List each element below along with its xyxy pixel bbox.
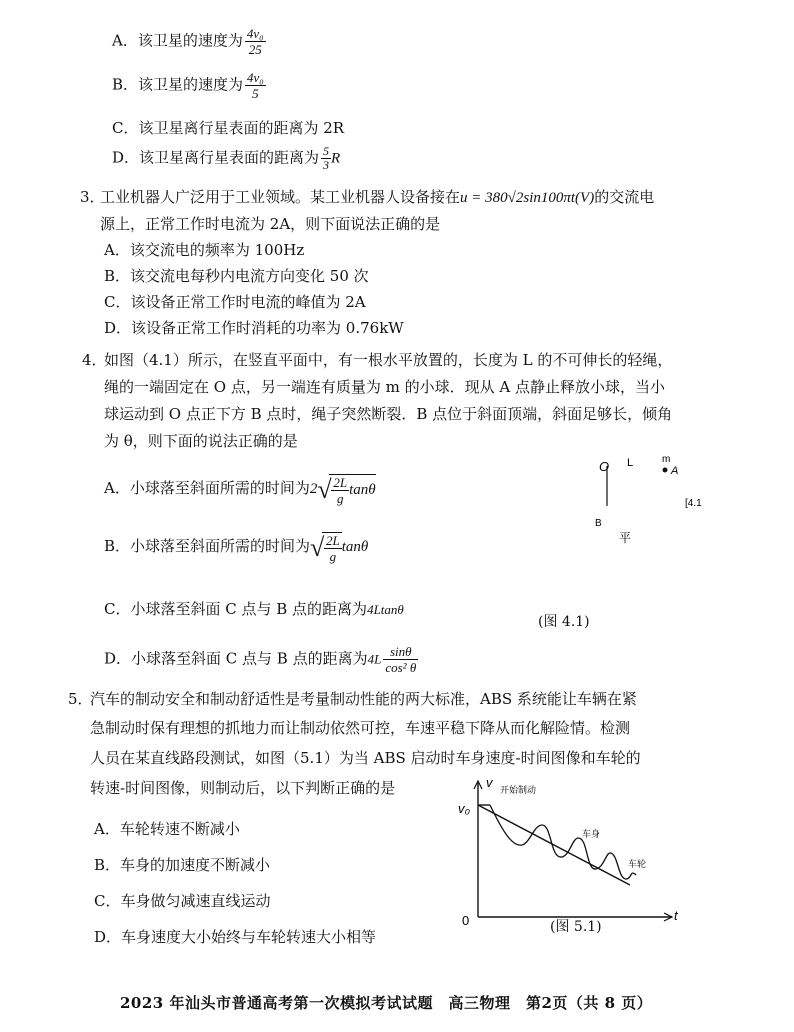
x-axis-label: t [674, 908, 678, 923]
q4-option-a-tail: tanθ [349, 481, 376, 498]
fig-label-b: B [595, 518, 602, 529]
y-axis-label: v [486, 775, 493, 790]
q3-option-d: D．该设备正常工作时消耗的功率为 0.76kW [104, 319, 404, 337]
fraction-denominator: g [329, 549, 337, 564]
q4-stem-line4: 为 θ，则下面的说法正确的是 [104, 432, 298, 450]
sqrt-sign: √ $\frac{2L}{g}$ [310, 533, 340, 564]
q4-option-b-text: B．小球落至斜面所需的时间为 [104, 537, 311, 555]
q2-option-a-fraction [245, 26, 266, 57]
q4-number: 4． [82, 351, 107, 369]
car-body-label: 车身 [582, 829, 601, 839]
q2-option-c: C．该卫星离行星表面的距离为 2R [112, 119, 345, 137]
q5-stem-line2: 急制动时保有理想的抓地力而让制动依然可控，车速平稳下降从而化解险情。检测 [90, 719, 631, 737]
q3-option-c: C．该设备正常工作时电流的峰值为 2A [104, 293, 366, 311]
q5-stem-line4: 转速-时间图像，则制动后，以下判断正确的是 [90, 779, 396, 797]
q4-option-a [104, 472, 376, 506]
q2-option-b-fraction [245, 70, 266, 101]
q2-option-d-fraction [321, 145, 331, 172]
fraction-denominator: g [336, 491, 344, 506]
q4-option-a-text: A．小球落至斜面所需的时间为 [104, 479, 310, 497]
q5-option-b: B．车身的加速度不断减小 [94, 856, 271, 874]
q5-stem-line3: 人员在某直线路段测试，如图（5.1）为当 ABS 启动时车身速度-时间图像和车轮的 [90, 749, 641, 767]
q3-stem-line2: 源上，正常工作时电流为 2A，则下面说法正确的是 [100, 215, 441, 233]
figure-5-1-caption: (图 5.1) [550, 919, 602, 935]
fraction-denominator: 25 [248, 42, 262, 57]
q5-number: 5． [68, 690, 93, 708]
v0-label: v₀ [458, 801, 470, 816]
q4-option-d-coef: 4L [367, 651, 382, 667]
q3-number: 3． [80, 188, 105, 206]
figure-4-1 [585, 446, 715, 556]
wheel-curve [490, 805, 636, 879]
q3-voltage-formula: u = 380√2sin100πt(V) [460, 190, 595, 206]
page-footer: 2023 年汕头市普通高考第一次模拟考试试题 高三物理 第2页（共 8 页） [120, 994, 653, 1012]
q3-option-a: A．该交流电的频率为 100Hz [104, 241, 305, 259]
fraction-numerator: 4v₀ [246, 26, 264, 41]
q4-stem-line2: 绳的一端固定在 O 点，另一端连有质量为 m 的小球．现从 A 点静止释放小球，当小 [104, 378, 665, 396]
q4-option-a-coef: 2 [309, 481, 318, 497]
fraction-numerator: 2L [333, 475, 348, 490]
origin-label: 0 [462, 913, 470, 928]
q4-option-d-text: D．小球落至斜面 C 点与 B 点的距离为 [104, 649, 368, 668]
fraction-denominator: 3 [323, 158, 330, 172]
q2-option-b [112, 70, 266, 101]
q4-option-b-tail: tanθ [341, 539, 369, 555]
q3-option-b: B．该交流电每秒内电流方向变化 50 次 [104, 267, 369, 285]
q4-option-c [104, 598, 404, 619]
fraction-numerator: sinθ [383, 644, 418, 660]
q2-option-d [112, 145, 340, 172]
q5-stem-text: 汽车的制动安全和制动舒适性是考量制动性能的两大标准，ABS 系统能让车辆在紧 [90, 690, 637, 708]
q3-stem-line1 [80, 183, 655, 212]
q3-stem-text-a: 工业机器人广泛用于工业领域。某工业机器人设备接在 [100, 188, 461, 206]
ball-icon [663, 468, 668, 473]
q2-option-a [112, 26, 266, 57]
q2-option-b-text: B．该卫星的速度为 [112, 75, 244, 94]
fraction-numerator: 5 [323, 144, 330, 158]
q4-option-b [104, 530, 368, 564]
q5-option-d: D．车身速度大小始终与车轮转速大小相等 [94, 928, 377, 946]
wheel-label: 车轮 [628, 859, 647, 869]
fraction-numerator: 4v₀ [247, 70, 264, 85]
q5-option-a: A．车轮转速不断减小 [94, 820, 240, 838]
fig-label-a: A [671, 465, 679, 477]
q3-stem-text-b: 的交流电 [594, 188, 655, 206]
fraction-denominator: 5 [252, 86, 259, 101]
fraction-numerator: 2L [326, 533, 340, 548]
q2-option-a-text: A．该卫星的速度为 [112, 31, 243, 50]
q4-option-d-fraction [383, 644, 418, 675]
q4-option-b-fraction [324, 533, 342, 564]
figure-4-1-caption: (图 4.1) [538, 614, 590, 630]
q4-stem-line3: 球运动到 O 点正下方 B 点时，绳子突然断裂．B 点位于斜面顶端，斜面足够长，倾角 [104, 405, 673, 423]
q4-stem-line1 [82, 346, 673, 374]
q5-option-c: C．车身做匀减速直线运动 [94, 892, 271, 910]
q4-option-c-text: C．小球落至斜面 C 点与 B 点的距离为 [104, 600, 368, 618]
q4-option-d [104, 644, 418, 675]
fig-label-o: O [599, 459, 610, 474]
fig-side-mark: [4.1 [685, 498, 702, 509]
fraction-denominator: cos² θ [385, 660, 417, 675]
q4-option-a-fraction [331, 475, 349, 506]
q2-option-d-tail: R [331, 150, 341, 167]
fig-label-m: m [662, 454, 671, 465]
fig-mark: 平 [619, 531, 632, 545]
q5-stem-line1 [68, 685, 637, 713]
q2-option-d-text: D．该卫星离行星表面的距离为 [112, 148, 320, 167]
start-brake-label: 开始制动 [500, 785, 537, 795]
q4-stem-text: 如图（4.1）所示，在竖直平面中，有一根水平放置的，长度为 L 的不可伸长的轻绳， [104, 351, 673, 369]
sqrt-sign: √ $\frac{2L}{g}$ tanθ [317, 475, 376, 506]
car-body-line [478, 805, 630, 885]
q4-option-c-formula: 4Ltanθ [367, 602, 404, 617]
fig-label-l: L [627, 457, 634, 469]
